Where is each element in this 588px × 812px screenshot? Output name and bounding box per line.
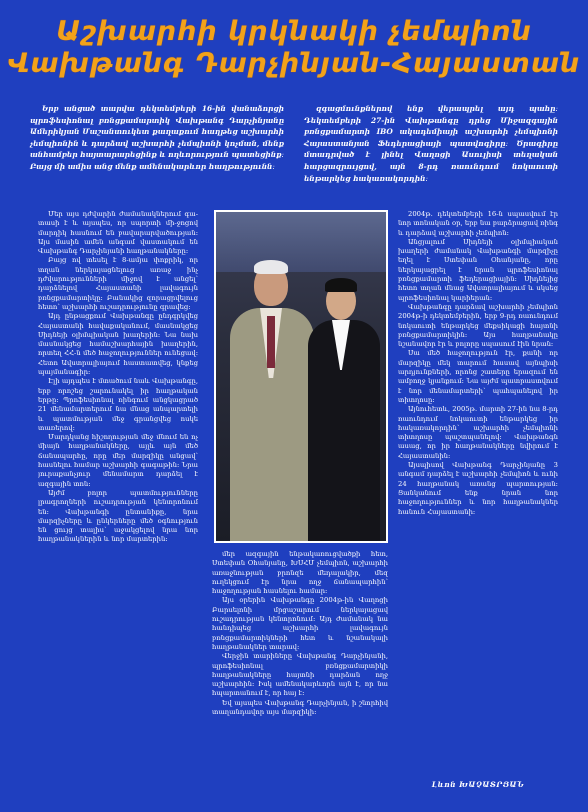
intro-lead (30, 103, 558, 184)
paragraph: Էլի այդպես է մտածում նաև Վախթանգը, երբ որոշեց շարունակել իր հաղթական երթը։ Պրոֆեսիոնալ ռինգում անցկացրած 21 մենամարտերում նա մնաց անպարտելի և պատմության մեջ գրանցվեց ոսկե տառերով։ (38, 377, 198, 432)
young-man-hair (325, 278, 357, 292)
article-column-middle (212, 550, 388, 810)
paragraph: Սա մեծ հաջողություն էր, քանի որ մարզիկը մեկ տարում հասավ այնպիսի արդյունքների, որոնց շատերը երազում են ամբողջ կյանքում։ Նա այժմ պատրաստվում է նոր մենամարտերի՝ պահպանելով իր տիտղոսը։ (398, 349, 558, 404)
older-man-hair (254, 260, 288, 274)
paragraph: մեր ազգային ենթակառուցվածքի հետ, Ստեփան Օհանյանը, ԽՍՀՄ չեմպիոն, աշխարհի առաջնության բրոնզե մեդալակիր, մեզ ուղեկցում էր նրա ողջ ճանապարհին՝ հաջողության հասնելու համար։ (212, 550, 388, 596)
paragraph: Այսպիսով Վախթանգ Դարչինյանը 3 անգամ դարձել է աշխարհի չեմպիոն և ունի 24 հաղթանակ առանց պարտության։ Ցանկանում ենք նրան նոր հաջողություններ և նոր հաղթանակներ հանուն Հայաստանի։ (398, 461, 558, 516)
article-photo (214, 210, 388, 543)
paragraph: Այնուհետև, 2005թ. մարտի 27-ին նա 8-րդ ռաունդում նոկաուտի ենթարկեց իր հակառակորդին՝ աշխարհի չեմպիոնի տիտղոսը պաշտպանելով։ Վախթանգն ասաց, որ իր հաղթանակները նվիրում է Հայաստանին։ (398, 405, 558, 460)
paragraph: Անցյալում Սիդնեյի օլիմպիական խաղերի ժամանակ Վախթանգի մարզիչը եղել է Ստեփան Օհանյանը, որը ներկայացրել է նրան պրոֆեսիոնալ բռնցքամարտի ֆեդերացիային։ Սիդնեյից հետո տղան մնաց Ավստրալիայում և սկսեց պրոֆեսիոնալ կարիերան։ (398, 237, 558, 302)
paragraph: Վերջին տարիները Վախթանգ Դարչինյանի, պրոֆեսիոնալ բռնցքամարտիկի հաղթանակները հայտնի դարձան ողջ աշխարհին։ Իսկ ամենակարևորն այն է, որ նա հպարտանում է, որ հայ է։ (212, 652, 388, 698)
paragraph: Եվ այսպես Վախթանգ Դարչինյան, ի շնորհիվ տաղանդավոր այս մարզիկի։ (212, 698, 388, 717)
article-column-left (38, 210, 198, 808)
headline-line-2: Վախթանգ Դարչինյան-Հայաստան (7, 48, 581, 79)
headline-line-1: Աշխարհի կրկնակի չեմպիոն (56, 16, 532, 47)
author-signature: Լևոն ԽԱՉԱՏՐՅԱՆ (431, 780, 525, 789)
article-column-right (398, 210, 558, 770)
paragraph: Այդ ընթացքում Վախթանգը ընդգրկվեց Հայաստանի հավաքականում, մասնակցեց Սիդնեյի օլիմպիական խաղերին։ Նա նախ մասնակցեց համաշխարհային խաղերին, որտեղ ՀՀ-ն մեծ հաջողություններ ունեցավ։ Հետո Ավստրալիայում հաստատվեց, կնքեց պայմանագիր։ (38, 312, 198, 377)
paragraph: Այժմ բոլոր պատմությունները լրագրողների ուշադրության կենտրոնում են։ Վախթանգի ընտանիքը, նրա մարզիչները և ընկերները մեծ օգնություն են ցույց տալիս՝ աջակցելով նրա նոր հաղթանակներին և նոր մարտերին։ (38, 488, 198, 544)
paragraph: Մարդկանց հիշողության մեջ մնում են ոչ միայն հաղթանակները, այլև այն մեծ ճանապարհը, որը մեր մարզիկը անցավ՝ հասնելու համար աշխարհի գագաթին։ Նրա յուրաքանչյուր մենամարտ դարձել է ազգային տոն։ (38, 433, 198, 488)
intro-left-paragraph: Երբ անցած տարվա դեկտեմբերի 16-ին վանաձորցի պրոֆեսիոնալ բռնցքամարտիկ Վախթանգ Դարչինյանը Ամերիկյան Մաշանտուկետ քաղաքում հաղթեց աշխարհի չեմպիոնին և դարձավ աշխարհի չեմպիոնի կոչման, մենք անհամբեր հայտարարեցինք և ողևորություն պատեցինք։ Բայց մի ամիս անց մենք ամենակարևոր հաղթությունն։ (30, 104, 284, 171)
older-man-tie (267, 316, 275, 368)
paragraph: Վախթանգը դարձավ աշխարհի չեմպիոն 2004թ-ի դեկտեմբերին, երբ 9-րդ ռաունդում նոկաուտի ենթարկեց մեքսիկացի հայտնի բռնցքամարտիկին։ Այս հաղթանակը նշանավոր էր և բոլորը սպասում էին նրան։ (398, 302, 558, 349)
paragraph: 2004թ. դեկտեմբերի 16-ն սպասվում էր նոր տոնական օր, երբ նա բարձրացավ ռինգ և դարձավ աշխարհի չեմպիոն։ (398, 210, 558, 237)
photo-background-banner (216, 212, 386, 272)
intro-right-paragraph: զգացմունքներով ենք վերապրել այդ պահը։ Դեկտեմբերի 27-ին Վախթանգը դրեց Միջազգային բռնցքամարտի IBO ակադեմիայի աշխարհի չեմպիոնի Հայաստանյան Ֆեդերացիայի պատվոգիրը։ Ծրագիրը մտադրված է լինել Վաղոցի Ասուլիսի տեղական հարցազրույցով, այն 8-րդ ռաունդում նոկաուտի ենթարկեց հակառակորդին։ (304, 104, 558, 183)
paragraph: Այս օրերին Վախթանգը 2004թ-ին Վաղոցի Բարսելոնի մրցաշարում ներկայացավ ուշադրության կենտրոնում։ Այդ ժամանակ նա հանդիպեց աշխարհի լավագույն բռնցքամարտիկների հետ և նշանակալի հաղթանակներ տարավ։ (212, 596, 388, 651)
paragraph: Բայց ով տեսել է 8-ամյա փոքրիկ, որ տղան ներկայացնելուց առաջ ինչ դժվարությունների միջով է անցել՝ դարձնելով Հայաստանի լավագույն բռնցքամարտիկը։ Բանակից զորացրվելուց հետո՝ աշխարհի ուշադրությունը գրավեց։ (38, 256, 198, 311)
paragraph: Մեր այս դժվարին ժամանակներում գա-տասի է և այսպես, որ սպորտի մի-ջոցով մարդիկ հասնում են բավարարվածության։ Այս մասին ամեն անգամ վաստակում են Վախթանգ Դարչինյանի հաղթանակները։ (38, 210, 198, 256)
